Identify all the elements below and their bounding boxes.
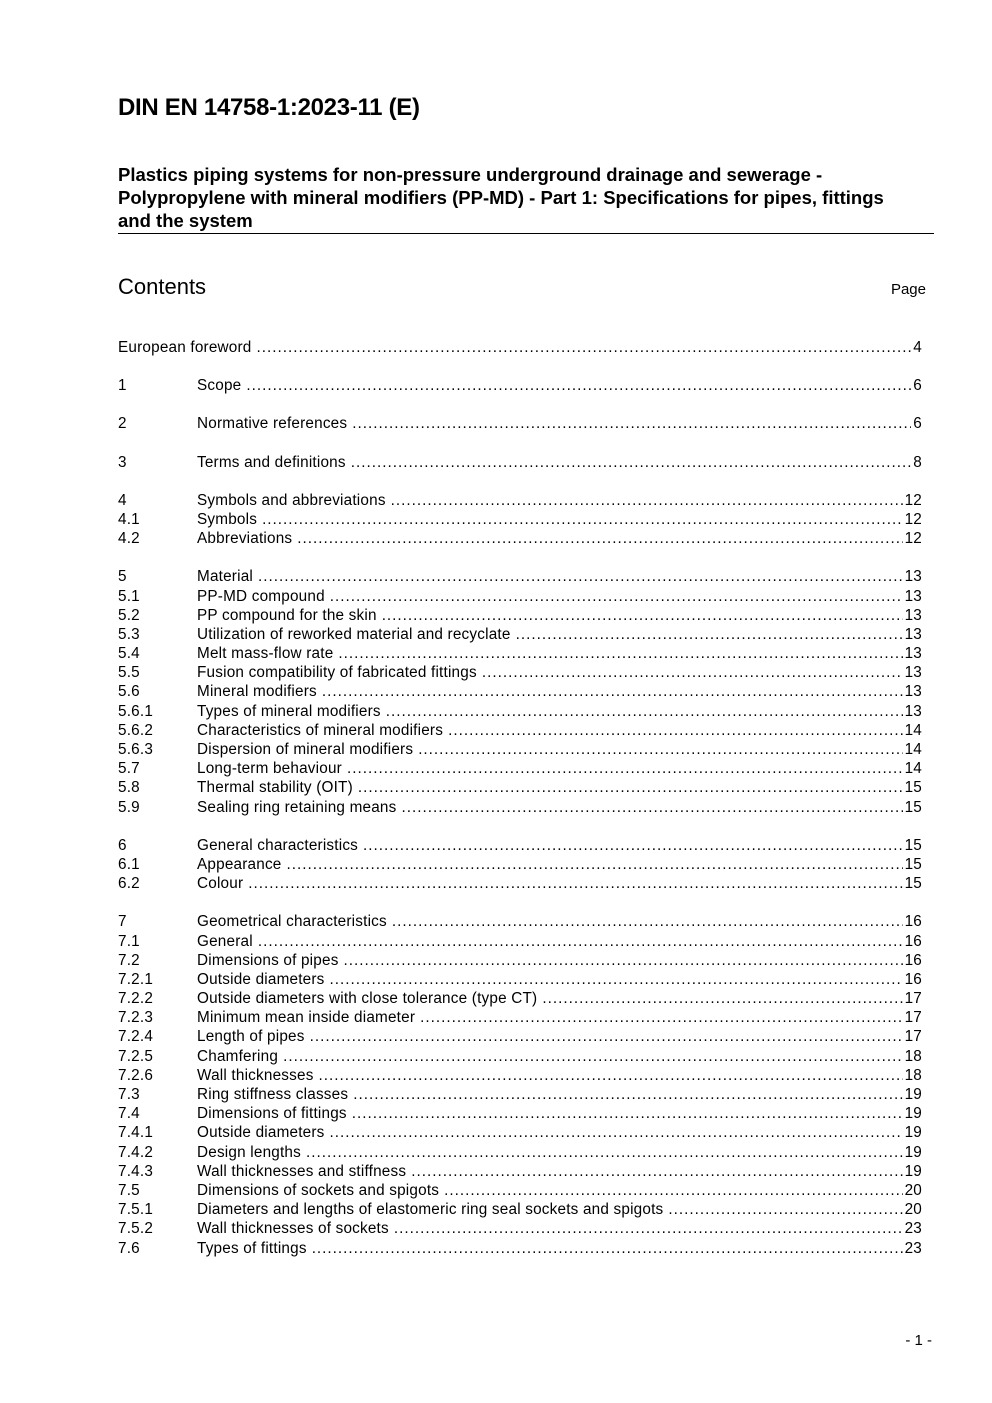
toc-entry[interactable]	[118, 703, 922, 722]
toc-section-title: Outside diameters	[197, 1124, 325, 1142]
toc-section-title: General	[197, 932, 253, 950]
toc-page-number: 4	[913, 339, 922, 356]
toc-dot-leader	[312, 1240, 903, 1258]
toc-dot-leader	[420, 1009, 902, 1027]
toc-entry[interactable]	[118, 511, 922, 530]
toc-page-number: 15	[904, 798, 922, 816]
toc-page-number: 16	[904, 951, 922, 969]
toc-entry[interactable]	[118, 568, 922, 587]
toc-section-title: Wall thicknesses of sockets	[197, 1220, 389, 1238]
toc-page-number: 17	[904, 1028, 922, 1046]
toc-dot-leader	[246, 377, 911, 395]
toc-section-title: Sealing ring retaining means	[197, 798, 397, 816]
toc-section-title: Outside diameters with close tolerance (type CT)	[197, 990, 538, 1008]
toc-page-number: 17	[904, 990, 922, 1008]
toc-page-number: 13	[904, 702, 922, 720]
document-subtitle: Plastics piping systems for non-pressure underground drainage and sewerage - Polypropylene with mineral modifiers (PP-MD) - Part 1: Specifications for pipes, fittings and the system	[118, 164, 884, 231]
toc-page-number: 20	[904, 1201, 922, 1219]
toc-section-number: 7.4	[118, 1105, 140, 1123]
toc-section-title: Utilization of reworked material and recyclate	[197, 625, 511, 643]
toc-section-number: 7.2.2	[118, 990, 154, 1008]
toc-page-number: 13	[904, 683, 922, 701]
toc-section-number: 7.4.2	[118, 1143, 154, 1161]
toc-page-number: 12	[904, 491, 922, 509]
toc-dot-leader	[283, 1048, 903, 1066]
toc-section-title: Melt mass-flow rate	[197, 645, 334, 663]
toc-page-number: 13	[904, 645, 922, 663]
toc-section-number: European foreword	[118, 339, 252, 356]
toc-entry[interactable]	[118, 1086, 922, 1105]
toc-entry[interactable]	[118, 741, 922, 760]
toc-dot-leader	[258, 568, 903, 586]
toc-section-number: 7.6	[118, 1239, 140, 1257]
toc-entry[interactable]	[118, 837, 922, 856]
toc-section-number: 5.9	[118, 798, 140, 816]
toc-section-number: 6	[118, 836, 127, 854]
toc-section-number: 7.4.3	[118, 1162, 154, 1180]
toc-section-title: Characteristics of mineral modifiers	[197, 721, 444, 739]
toc-section-title: Types of fittings	[197, 1239, 307, 1257]
toc-page-number: 19	[904, 1143, 922, 1161]
toc-section-title: Design lengths	[197, 1143, 301, 1161]
toc-dot-leader	[392, 913, 903, 931]
toc-section-title: Wall thicknesses	[197, 1066, 314, 1084]
toc-section-title: Material	[197, 568, 254, 586]
toc-dot-leader	[353, 1086, 902, 1104]
toc-entry[interactable]	[118, 664, 922, 683]
toc-page-number: 13	[904, 568, 922, 586]
toc-section-title: Thermal stability (OIT)	[197, 779, 353, 797]
toc-entry[interactable]	[118, 1182, 922, 1201]
toc-dot-leader	[344, 952, 903, 970]
toc-dot-leader	[330, 588, 903, 606]
toc-section-number: 7.5.2	[118, 1220, 154, 1238]
toc-entry[interactable]	[118, 913, 922, 932]
toc-dot-leader	[248, 875, 902, 893]
toc-dot-leader	[668, 1201, 902, 1219]
toc-dot-leader	[287, 856, 903, 874]
toc-dot-leader	[482, 664, 903, 682]
toc-entry[interactable]	[118, 799, 922, 818]
toc-page-number: 13	[904, 625, 922, 643]
toc-page-number: 15	[904, 855, 922, 873]
toc-page-number: 20	[904, 1181, 922, 1199]
toc-section-title: Normative references	[197, 415, 348, 433]
toc-section-title: Fusion compatibility of fabricated fittings	[197, 664, 477, 682]
toc-section-title: Appearance	[197, 855, 282, 873]
toc-page-number: 16	[904, 932, 922, 950]
toc-dot-leader	[401, 799, 902, 817]
toc-page-number: 15	[904, 836, 922, 854]
toc-section-number: 5.2	[118, 606, 140, 624]
title-divider	[118, 233, 934, 234]
toc-page-number: 8	[913, 453, 922, 471]
toc-section-number: 4.2	[118, 530, 140, 548]
toc-entry[interactable]	[118, 492, 922, 511]
toc-section-number: 7.2.3	[118, 1009, 154, 1027]
toc-dot-leader	[448, 722, 903, 740]
toc-section-title: Outside diameters	[197, 970, 325, 988]
toc-entry[interactable]	[118, 607, 922, 626]
toc-entry[interactable]	[118, 1048, 922, 1067]
toc-page-number: 16	[904, 970, 922, 988]
toc-section-number: 5.3	[118, 625, 140, 643]
toc-dot-leader	[319, 1067, 903, 1085]
toc-page-number: 23	[904, 1220, 922, 1238]
toc-section-title: General characteristics	[197, 836, 359, 854]
toc-entry[interactable]	[118, 875, 922, 894]
toc-section-number: 7.4.1	[118, 1124, 154, 1142]
toc-entry[interactable]	[118, 415, 922, 434]
toc-entry[interactable]	[118, 990, 922, 1009]
toc-page-number: 16	[904, 913, 922, 931]
toc-section-number: 5.1	[118, 587, 140, 605]
toc-section-number: 7.2.4	[118, 1028, 154, 1046]
toc-section-number: 7.2.1	[118, 970, 154, 988]
toc-section-title: Diameters and lengths of elastomeric ring seal sockets and spigots	[197, 1201, 664, 1219]
toc-page-number: 14	[904, 760, 922, 778]
toc-section-title: Chamfering	[197, 1047, 279, 1065]
toc-section-title: Wall thicknesses and stiffness	[197, 1162, 407, 1180]
toc-section-number: 5.7	[118, 760, 140, 778]
toc-section-title: Minimum mean inside diameter	[197, 1009, 416, 1027]
toc-page-number: 6	[913, 377, 922, 395]
toc-section-title: Symbols and abbreviations	[197, 491, 386, 509]
toc-section-number: 5.5	[118, 664, 140, 682]
toc-section-number: 5	[118, 568, 127, 586]
toc-section-number: 4.1	[118, 510, 140, 528]
toc-section-title: Symbols	[197, 510, 258, 528]
toc-section-number: 7.5.1	[118, 1201, 154, 1219]
toc-section-title: PP-MD compound	[197, 587, 325, 605]
toc-entry[interactable]	[118, 339, 922, 358]
toc-dot-leader	[363, 837, 903, 855]
toc-section-number: 6.1	[118, 855, 140, 873]
toc-entry[interactable]	[118, 454, 922, 473]
toc-dot-leader	[297, 530, 902, 548]
contents-heading: Contents	[118, 274, 207, 299]
toc-page-number: 6	[913, 415, 922, 433]
toc-section-title: Dimensions of fittings	[197, 1105, 347, 1123]
toc-entry[interactable]	[118, 626, 922, 645]
toc-dot-leader	[444, 1182, 902, 1200]
toc-dot-leader	[542, 990, 902, 1008]
toc-dot-leader	[330, 1124, 903, 1142]
toc-page-number: 18	[904, 1047, 922, 1065]
toc-dot-leader	[411, 1163, 902, 1181]
toc-section-number: 7.3	[118, 1086, 140, 1103]
toc-dot-leader	[418, 741, 902, 759]
toc-dot-leader	[330, 971, 903, 989]
toc-section-title: Colour	[197, 875, 244, 893]
toc-section-title: Abbreviations	[197, 530, 293, 548]
toc-dot-leader	[352, 1105, 903, 1123]
toc-dot-leader	[262, 511, 903, 529]
toc-section-number: 6.2	[118, 875, 140, 893]
toc-entry[interactable]	[118, 588, 922, 607]
toc-section-number: 5.4	[118, 645, 140, 663]
toc-entry[interactable]	[118, 1009, 922, 1028]
toc-page-number: 13	[904, 606, 922, 624]
toc-section-title: Dimensions of pipes	[197, 951, 339, 969]
toc-dot-leader	[258, 933, 903, 951]
toc-entry[interactable]	[118, 971, 922, 990]
toc-dot-leader	[351, 454, 912, 472]
toc-page-number: 19	[904, 1105, 922, 1123]
toc-section-title: Dimensions of sockets and spigots	[197, 1181, 440, 1199]
toc-entry[interactable]	[118, 1201, 922, 1220]
toc-page-number: 13	[904, 664, 922, 682]
toc-entry[interactable]	[118, 530, 922, 549]
toc-entry[interactable]	[118, 1028, 922, 1047]
toc-page-number: 15	[904, 779, 922, 797]
toc-section-title: Long-term behaviour	[197, 760, 342, 778]
toc-dot-leader	[358, 779, 903, 797]
toc-entry[interactable]	[118, 1067, 922, 1086]
page-number: - 1 -	[905, 1332, 932, 1349]
toc-entry[interactable]	[118, 645, 922, 664]
toc-dot-leader	[310, 1028, 903, 1046]
toc-entry[interactable]	[118, 1105, 922, 1124]
toc-section-number: 5.6.3	[118, 741, 154, 758]
toc-page-number: 17	[904, 1009, 922, 1027]
toc-section-number: 5.6	[118, 683, 140, 701]
toc-dot-leader	[306, 1144, 903, 1162]
toc-section-number: 2	[118, 415, 127, 433]
toc-section-number: 5.6.1	[118, 702, 154, 720]
page-column-label: Page	[890, 281, 926, 298]
toc-page-number: 23	[904, 1239, 922, 1257]
toc-section-title: Types of mineral modifiers	[197, 702, 381, 720]
toc-entry[interactable]	[118, 933, 922, 952]
toc-entry[interactable]	[118, 1124, 922, 1143]
toc-entry[interactable]	[118, 779, 922, 798]
toc-page-number: 18	[904, 1066, 922, 1084]
toc-page-number: 14	[904, 721, 922, 739]
document-title: DIN EN 14758-1:2023-11 (E)	[118, 94, 420, 121]
toc-section-number: 4	[118, 491, 127, 509]
toc-section-number: 5.6.2	[118, 721, 154, 739]
toc-section-title: Mineral modifiers	[197, 683, 317, 701]
toc-dot-leader	[322, 683, 903, 701]
toc-section-number: 1	[118, 377, 127, 395]
toc-dot-leader	[386, 703, 903, 721]
toc-dot-leader	[391, 492, 903, 510]
toc-section-number: 3	[118, 453, 127, 471]
toc-section-title: Terms and definitions	[197, 453, 346, 471]
toc-section-number: 5.8	[118, 779, 140, 797]
toc-entry[interactable]	[118, 1144, 922, 1163]
toc-section-number: 7.2.6	[118, 1066, 154, 1084]
toc-dot-leader	[257, 339, 912, 357]
toc-entry[interactable]	[118, 722, 922, 741]
toc-entry[interactable]	[118, 760, 922, 779]
toc-entry[interactable]	[118, 1163, 922, 1182]
toc-entry[interactable]	[118, 952, 922, 971]
toc-section-title: Ring stiffness classes	[197, 1086, 349, 1103]
toc-entry[interactable]	[118, 856, 922, 875]
toc-entry[interactable]	[118, 1240, 922, 1259]
table-of-contents	[118, 339, 922, 1259]
toc-page-number: 13	[904, 587, 922, 605]
toc-dot-leader	[382, 607, 903, 625]
toc-dot-leader	[394, 1220, 903, 1238]
toc-page-number: 19	[904, 1162, 922, 1180]
toc-section-number: 7	[118, 913, 127, 931]
toc-page-number: 19	[904, 1124, 922, 1142]
toc-dot-leader	[352, 415, 911, 433]
toc-section-title: Length of pipes	[197, 1028, 305, 1046]
toc-section-number: 7.2.5	[118, 1047, 154, 1065]
toc-page-number: 15	[904, 875, 922, 893]
toc-dot-leader	[516, 626, 903, 644]
toc-section-title: Dispersion of mineral modifiers	[197, 741, 414, 758]
toc-page-number: 19	[904, 1086, 922, 1103]
toc-section-number: 7.5	[118, 1181, 140, 1199]
toc-section-number: 7.2	[118, 951, 140, 969]
toc-section-number: 7.1	[118, 932, 140, 950]
toc-entry[interactable]	[118, 683, 922, 702]
toc-page-number: 14	[904, 741, 922, 758]
toc-section-title: Scope	[197, 377, 242, 395]
toc-section-title: Geometrical characteristics	[197, 913, 387, 931]
toc-entry[interactable]	[118, 377, 922, 396]
toc-dot-leader	[347, 760, 903, 778]
toc-section-title: PP compound for the skin	[197, 606, 377, 624]
toc-page-number: 12	[904, 530, 922, 548]
toc-page-number: 12	[904, 510, 922, 528]
toc-dot-leader	[338, 645, 902, 663]
toc-entry[interactable]	[118, 1220, 922, 1239]
